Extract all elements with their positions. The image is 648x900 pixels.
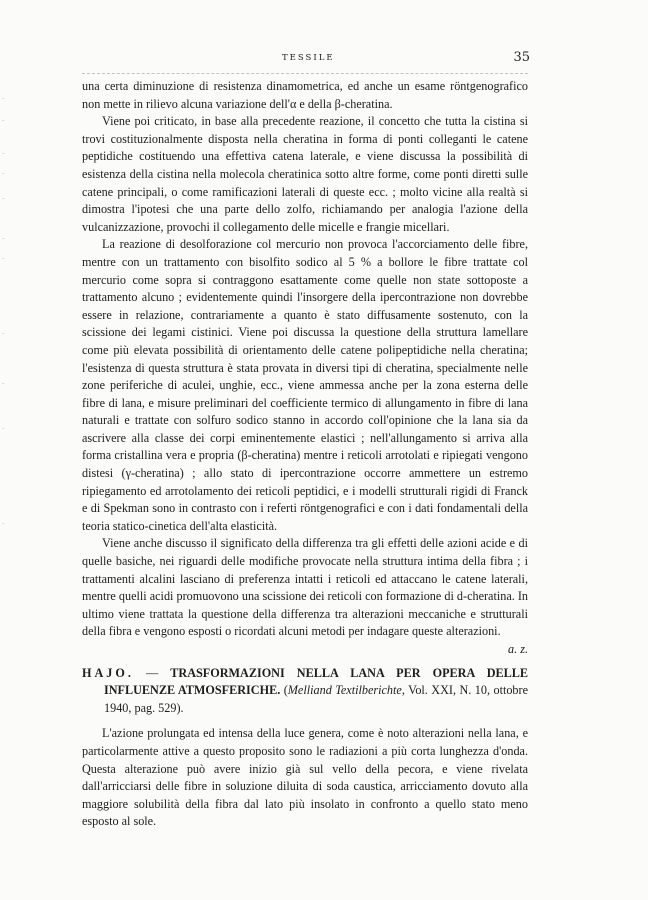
margin-mark: · bbox=[2, 380, 5, 388]
margin-mark: · bbox=[2, 170, 5, 178]
margin-mark: · bbox=[2, 425, 5, 433]
margin-scan-marks bbox=[2, 95, 14, 535]
paragraph-luce: L'azione prolungata ed intensa della luce genera, come è noto alterazioni nella lana, e particolarmente attive a questo proposito sono le radiazioni a più corta lunghezza d'onda. Questa alterazione può avere inizio già sul vello della pecora, e viene rivelata dall'arricciarsi delle fibre in soluzione diluita di soda caustica, arricciamento dovuto alla maggiore solubilità della fibra dal lato più insolato in confronto a quello stato meno esposto al sole. bbox=[82, 726, 528, 829]
margin-mark: · bbox=[2, 255, 5, 263]
margin-mark: · bbox=[2, 95, 5, 103]
page-header bbox=[82, 50, 530, 66]
paragraph-azioni-acide: Viene anche discusso il significato della differenza tra gli effetti delle azioni acide e di quelle basiche, nei riguardi delle modifiche provocate nella struttura intima della fibra ; i trattamenti alcalini lasciano di preferenza intatti i reticoli ed attaccano le catene laterali, mentre quelli acidi promuovono una scissione dei reticoli con formazione di d-cheratina. In ultimo viene trattata la questione della differenza tra alterazioni meccaniche e strutturali della fibra e vengono esposti o ricordati alcuni metodi per indagare queste alterazioni. bbox=[82, 536, 528, 639]
article-body bbox=[82, 78, 528, 831]
entry-dash: — bbox=[133, 665, 171, 680]
margin-mark: · bbox=[2, 117, 5, 125]
running-title: TESSILE bbox=[282, 53, 335, 63]
entry-heading: HAJO. — TRASFORMAZIONI NELLA LANA PER OPERA DELLE INFLUENZE ATMOSFERICHE. (Melliand Textilberichte, Vol. XXI, N. 10, ottobre 1940, pag. 529). bbox=[82, 665, 529, 715]
paragraph-desolforazione: La reazione di desolforazione col mercurio non provoca l'accorciamento delle fibre, mentre con un trattamento con bisolfito sodico al 5 % a bollore le fibre trattate col mercurio come sopra si contraggono esattamente come quelle non state sottoposte a trattamento alcuno ; evidentemente quindi l'insorgere della ipercontrazione non dovrebbe essere in relazione, contrariamente a quanto è stato diffusamente sostenuto, con la scissione dei legami cistinici. Viene poi discussa la questione della struttura lamellare come più elevata possibilità di orientamento delle catene polipeptidiche nella cheratina; l'esistenza di questa struttura è stata provata in diversi tipi di cheratina, specialmente nelle zone periferiche di aculei, unghie, ecc., viene ammessa anche per la zona esterna delle fibre di lana, e misure preliminari del coefficiente termico di allungamento in fibre di lana naturali e trattate con solfuro sodico stanno in accordo coll'opinione che la lana sia da ascrivere alla classe dei corpi eminentemente elastici ; nell'allungamento si arriva alla forma cristallina vera e propria (β-cheratina) mentre i reticoli arrotolati e ripiegati vengono distesi (γ-cheratina) ; allo stato di ipercontrazione occorre ammettere un estremo ripiegamento ed arrotolamento dei reticoli peptidici, e i modelli strutturali rigidi di Franck e di Spekman sono in contrasto con i referti röntgenografici e con i dati fondamentali della teoria statico-cinetica dell'alta elasticità. bbox=[82, 237, 528, 533]
paragraph-cistina: Viene poi criticato, in base alla precedente reazione, il concetto che tutta la cistina si trovi costituzionalmente disposta nella cheratina in forma di ponti colleganti le catene peptidiche costituendo una effettiva catena laterale, e viene discussa la possibilità di esistenza della cistina nella molecola cheratinica sotto altre forme, come ponti diretti sulle catene principali, o come ramificazioni laterali di queste ecc. ; molto vicine alla realtà si dimostra l'ipotesi che una parte dello zolfo, richiamando per analogia l'azione della vulcanizzazione, provochi il collegamento delle micelle e frangie micellari. bbox=[82, 114, 528, 234]
entry-title: TRASFORMAZIONI NELLA LANA PER OPERA DELLE INFLUENZE ATMOSFERICHE. bbox=[104, 665, 529, 698]
margin-mark: · bbox=[2, 235, 5, 243]
entry-citation: , Vol. XXI, N. 10, ottobre 1940, pag. 529). bbox=[104, 683, 528, 715]
entry-author: HAJO. bbox=[82, 665, 134, 680]
page-number: 35 bbox=[513, 50, 530, 65]
header-rule bbox=[82, 73, 528, 74]
margin-mark: · bbox=[2, 330, 5, 338]
margin-mark: · bbox=[2, 520, 5, 528]
margin-mark: · bbox=[2, 150, 5, 158]
entry-journal: Melliand Textilberichte bbox=[287, 683, 402, 698]
margin-mark: · bbox=[2, 195, 5, 203]
review-signature: a. z. bbox=[508, 642, 528, 656]
paragraph-continuation: una certa diminuzione di resistenza dinamometrica, ed anche un esame röntgenografico non mette in rilievo alcuna variazione dell'α e della β-cheratina. bbox=[82, 79, 528, 111]
